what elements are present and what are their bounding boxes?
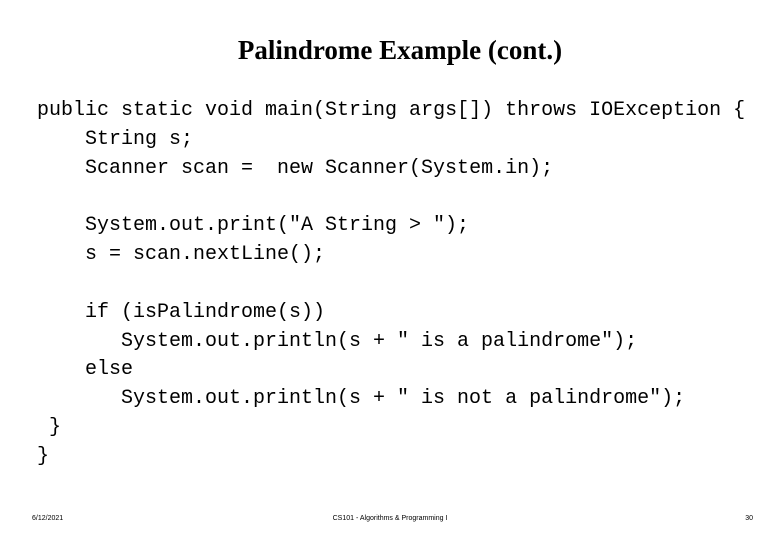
code-line: if (isPalindrome(s))	[85, 301, 326, 324]
page-number: 30	[745, 515, 753, 522]
code-line: }	[37, 445, 50, 468]
code-line: }	[49, 416, 62, 439]
code-line: else	[85, 358, 134, 381]
footer-date: 6/12/2021	[32, 515, 64, 522]
code-line: System.out.println(s + " is a palindrome");	[121, 330, 638, 353]
code-line: System.out.println(s + " is not a palindrome");	[121, 387, 686, 410]
code-line: s = scan.nextLine();	[85, 243, 326, 266]
code-line: System.out.print("A String > ");	[85, 214, 470, 237]
footer-course: CS101 - Algorithms & Programming I	[332, 515, 448, 522]
code-line: String s;	[85, 128, 194, 151]
slide-title: Palindrome Example (cont.)	[237, 35, 563, 65]
code-line: Scanner scan = new Scanner(System.in);	[85, 157, 554, 180]
code-line: public static void main(String args[]) throws IOException {	[37, 99, 746, 122]
